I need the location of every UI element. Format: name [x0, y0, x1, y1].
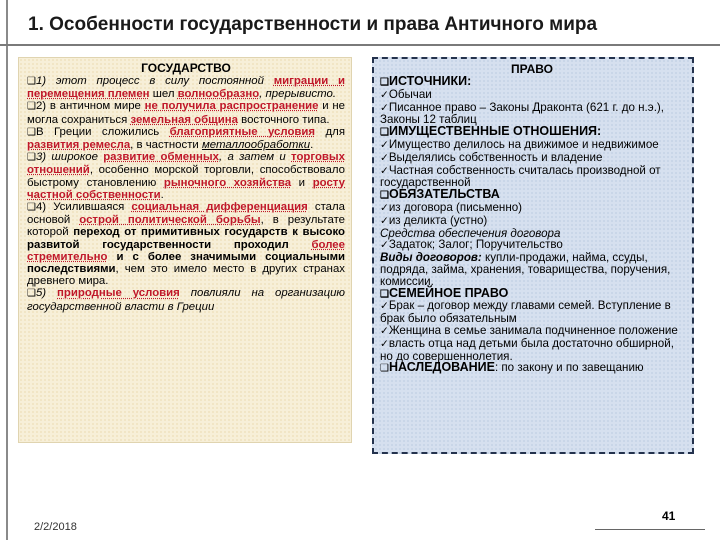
state-point-5 — [27, 201, 345, 287]
text-span: , чем это имело место в других странах древнего мира. — [27, 263, 345, 288]
heading-text: НАСЛЕДОВАНИЕ — [388, 360, 495, 375]
text-span: переход от примитивных государств к высоко развитой государственности проходил — [27, 226, 345, 251]
square-bullet-icon: ❑ — [380, 127, 389, 139]
checkmark-icon: ✓ — [380, 201, 389, 214]
checkmark-icon: ✓ — [380, 300, 389, 313]
checkmark-icon: ✓ — [380, 88, 389, 101]
text-span: и — [107, 250, 133, 263]
item-text: власть отца над детьми была достаточно обширной, но до совершеннолетия. — [380, 336, 674, 363]
square-bullet-icon: ❑ — [27, 76, 36, 87]
checkmark-icon: ✓ — [380, 239, 389, 252]
checkmark-icon: ✓ — [380, 337, 389, 350]
square-bullet-icon: ❑ — [380, 363, 389, 375]
sources-item — [380, 102, 684, 127]
square-bullet-icon: ❑ — [380, 288, 389, 300]
item-text: Писанное право – Законы Драконта (621 г. до н.э.), Законы 12 таблиц — [380, 100, 664, 127]
item-text: Брак – договор между главами семей. Вступление в брак было обязательным — [380, 299, 671, 326]
item-text: Женщина в семье занимала подчиненное положение — [388, 323, 678, 337]
square-bullet-icon: ❑ — [27, 288, 36, 300]
text-span: шел — [149, 88, 178, 101]
heading-text: ИСТОЧНИКИ: — [388, 74, 472, 88]
item-text: из деликта (устно) — [388, 213, 488, 227]
text-span: В Греции сложились — [35, 125, 170, 138]
highlight-span: более стремительно — [27, 238, 345, 263]
highlight-span: росту частной собственности — [27, 176, 345, 201]
text-span: 1) этот процесс в силу постоянной — [35, 75, 274, 87]
text-span: , в результате которой — [27, 214, 346, 239]
checkmark-icon: ✓ — [380, 324, 389, 337]
square-bullet-icon: ❑ — [27, 126, 36, 138]
text-span: . — [160, 188, 164, 201]
contract-types — [380, 252, 684, 287]
highlight-span: развития ремесла — [27, 139, 131, 152]
highlight-span: не получила распространение — [144, 100, 319, 113]
text-span: стала основой — [27, 201, 345, 227]
title-underline — [0, 44, 720, 46]
state-panel — [18, 57, 352, 443]
family-item — [380, 338, 684, 363]
text-span: 3) широкое — [35, 151, 104, 164]
state-point-2 — [27, 100, 345, 125]
highlight-span: острой политической борьбы — [79, 214, 261, 227]
heading-text: ОБЯЗАТЕЛЬСТВА — [388, 187, 500, 202]
page-number: 41 — [662, 509, 676, 523]
text-span: для — [315, 125, 345, 138]
highlight-span: благоприятные условия — [169, 125, 316, 138]
footer-date: 2/2/2018 — [34, 521, 77, 533]
highlight-span: рыночного хозяйства — [163, 176, 292, 189]
text-span: , а затем и — [218, 151, 292, 164]
checkmark-icon: ✓ — [380, 151, 389, 164]
checkmark-icon: ✓ — [380, 138, 389, 151]
text-span: восточного типа. — [238, 113, 330, 126]
text-span: . — [310, 139, 314, 152]
item-text: Обычаи — [388, 87, 432, 101]
state-heading: ГОСУДАРСТВО — [141, 61, 231, 75]
item-text: купли-продажи, найма, ссуды, подряда, займа, хранения, товарищества, поручения, комиссии. — [380, 251, 671, 288]
text-span: , прерывисто. — [259, 88, 336, 101]
highlight-span: развитие обменных — [103, 151, 219, 164]
highlight-span: природные условия — [57, 287, 180, 300]
item-text: Выделялись собственность и владение — [388, 150, 603, 164]
text-span — [289, 239, 312, 251]
state-point-6 — [27, 287, 345, 312]
checkmark-icon: ✓ — [380, 164, 389, 177]
highlight-span: миграции и перемещения племен — [27, 75, 346, 101]
text-span: металлообработки — [201, 139, 311, 152]
page-title: 1. Особенности государственности и права Античного мира — [28, 14, 598, 35]
state-point-3 — [27, 126, 345, 151]
item-text: Имущество делилось на движимое и недвижимое — [388, 137, 659, 151]
highlight-span: волнообразно — [177, 88, 260, 101]
heading-text: СЕМЕЙНОЕ ПРАВО — [388, 285, 509, 300]
text-span: , в частности — [130, 139, 202, 152]
item-text: из договора (письменно) — [388, 200, 523, 214]
page-number-line — [595, 529, 705, 530]
item-text: Задаток; Залог; Поручительство — [388, 238, 563, 252]
property-item — [380, 165, 684, 190]
state-point-1 — [27, 75, 345, 100]
text-span: повлияли на организацию государственной власти в Греции — [27, 287, 345, 313]
law-heading: ПРАВО — [511, 62, 553, 76]
square-bullet-icon: ❑ — [380, 190, 389, 202]
text-span: с более значимыми социальными последствиями — [27, 250, 345, 276]
highlight-span: торговых отношений — [27, 151, 345, 177]
text-span: и — [291, 176, 313, 189]
item-text: : по закону и по завещанию — [494, 361, 644, 375]
law-text — [380, 76, 684, 375]
text-span: 2) в античном мире — [35, 100, 145, 113]
highlight-span: социальная дифференциация — [131, 201, 308, 214]
state-point-4 — [27, 151, 345, 201]
left-divider-line — [6, 0, 8, 540]
state-text — [27, 75, 345, 313]
square-bullet-icon: ❑ — [27, 152, 36, 164]
inheritance-line — [380, 362, 684, 375]
obligations-item — [380, 215, 684, 228]
item-label: Виды договоров: — [380, 251, 482, 265]
obligations-subheading: Средства обеспечения договора — [380, 226, 561, 240]
law-panel — [372, 57, 694, 454]
square-bullet-icon: ❑ — [27, 101, 36, 113]
square-bullet-icon: ❑ — [380, 77, 389, 88]
text-span: и не могла сохраниться — [27, 100, 345, 126]
text-span: 5) — [35, 287, 58, 300]
highlight-span: земельная община — [130, 113, 238, 126]
heading-text: ИМУЩЕСТВЕННЫЕ ОТНОШЕНИЯ: — [388, 124, 602, 139]
checkmark-icon: ✓ — [380, 101, 389, 114]
checkmark-icon: ✓ — [380, 214, 389, 227]
item-text: Частная собственность считалась производной от государственной — [380, 163, 661, 190]
text-span: , особенно морской торговли, способствовало быстрому становлению — [27, 164, 345, 189]
square-bullet-icon: ❑ — [27, 202, 36, 214]
family-item — [380, 300, 684, 325]
text-span: 4) Усилившаяся — [35, 201, 132, 214]
